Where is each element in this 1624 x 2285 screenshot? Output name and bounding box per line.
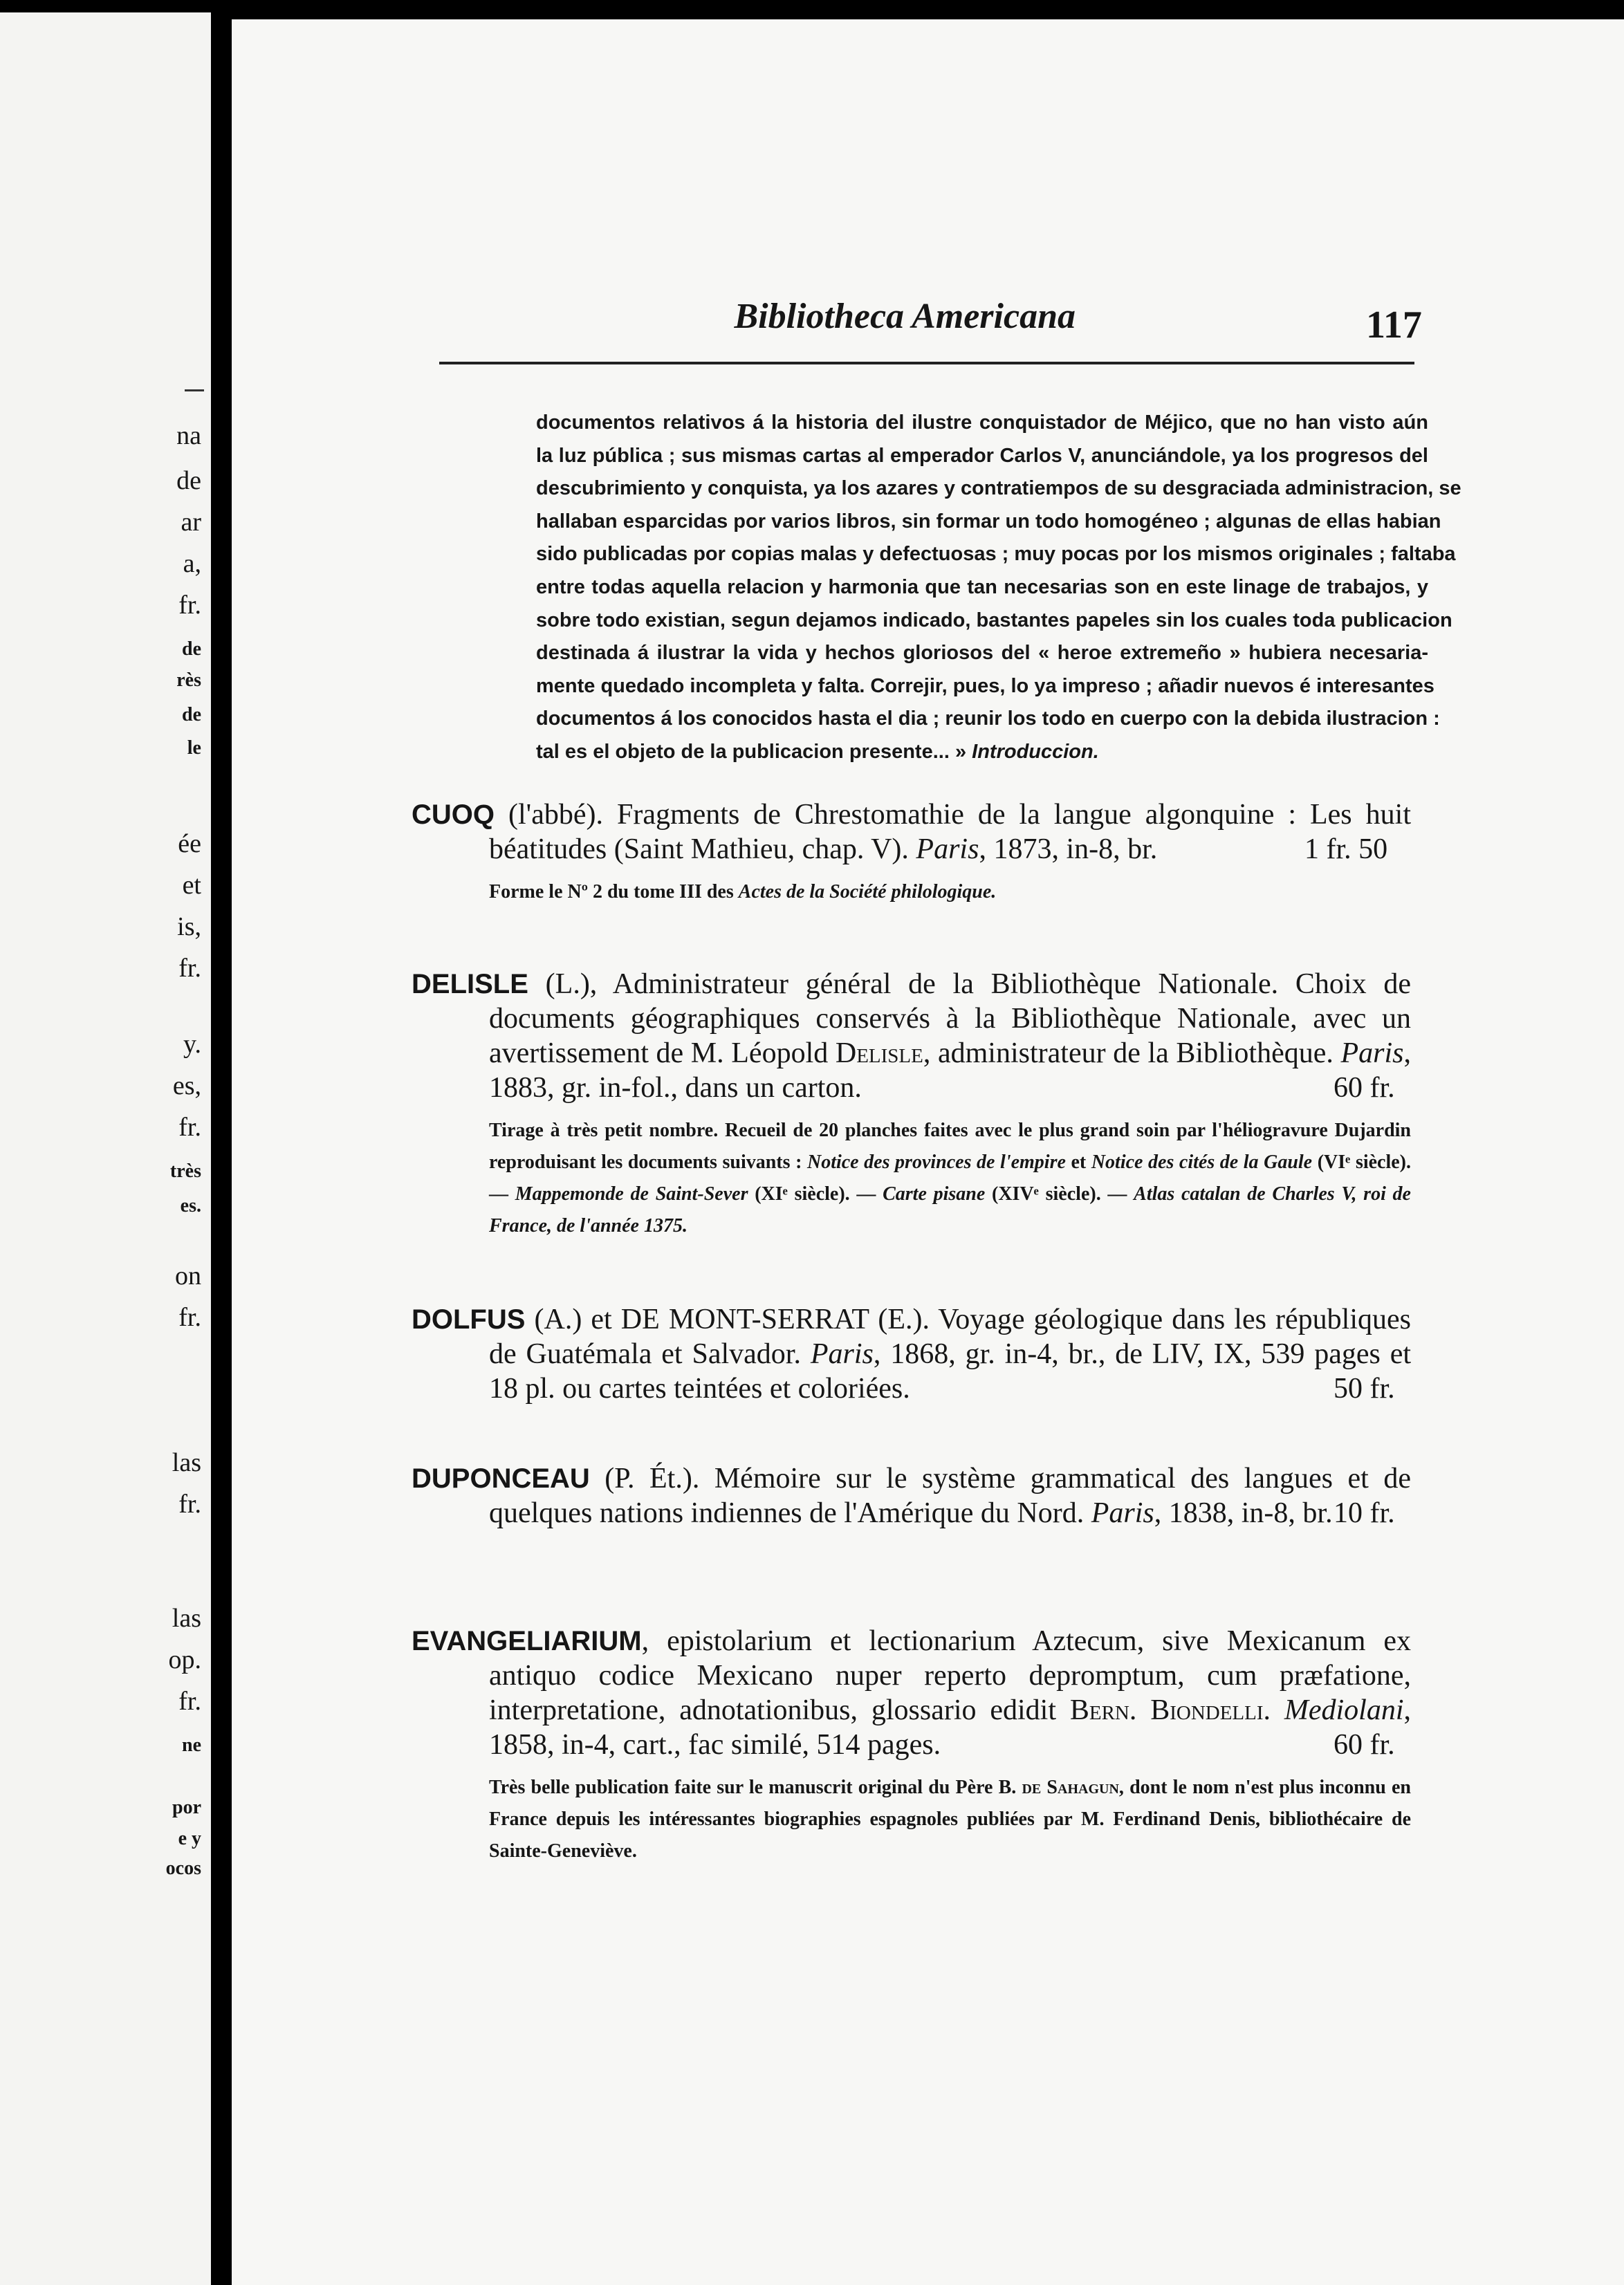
left-page-text-fragment: ar bbox=[181, 508, 201, 537]
left-page-text-fragment: las bbox=[172, 1604, 201, 1633]
entry-title: , epistolarium et lectionarium Aztecum, sive Mexicanum ex antiquo codice Mexicano nuper reperto depromptum, cum præfatione, interpretatione, adnotationibus, glossario edidit bbox=[489, 1625, 1411, 1726]
entry-author: CUOQ bbox=[412, 799, 495, 830]
entry-note bbox=[489, 876, 1411, 908]
entry-body: DELISLE (L.), Administrateur général de la Bibliothèque Nationale. Choix de documents géographiques conservés à la Bibliothèque Nationale, avec un avertissement de M. Léopold Delisle, administrateur de la Bibliothèque. Paris, 1883, gr. in-fol., dans un carton. 60 fr. bbox=[412, 968, 1412, 1104]
entry-name: Bern. Biondelli bbox=[1069, 1694, 1264, 1726]
entry-details: , 1838, in-8, br. bbox=[1154, 1497, 1333, 1529]
left-page-text-fragment: et bbox=[182, 871, 201, 900]
left-page-text-fragment: très bbox=[169, 1160, 201, 1182]
note-text: Très belle publication faite sur le manuscrit original du Père B. bbox=[489, 1777, 1022, 1798]
left-page-text-fragment: fr. bbox=[178, 954, 201, 983]
right-page bbox=[232, 19, 1624, 2285]
left-page-text-fragment: is, bbox=[177, 912, 201, 941]
left-page-text-fragment: ée bbox=[178, 829, 201, 858]
note-italic: Carte pisane bbox=[883, 1183, 986, 1205]
entry-place: Paris bbox=[1091, 1497, 1154, 1529]
note-text: et bbox=[1065, 1151, 1091, 1173]
header-rule bbox=[439, 362, 1414, 364]
entry-body bbox=[412, 797, 1411, 867]
entry-title: (L.), Administrateur général de la Bibliothèque Nationale. Choix de documents géographiques conservés à la Bibliothèque Nationale, avec un avertissement de M. Léopold bbox=[489, 968, 1411, 1069]
left-page-text-fragment: ocos bbox=[165, 1858, 201, 1879]
left-page-text-fragment: de bbox=[176, 466, 201, 495]
note-text: (VIᵉ siècle). — bbox=[489, 1151, 1412, 1205]
left-page-text-fragment: fr. bbox=[178, 1303, 201, 1332]
entry-title: (l'abbé). Fragments de Chrestomathie de la langue algonquine : Les huit béatitudes (Saint Mathieu, chap. V). bbox=[489, 799, 1411, 865]
intro-line: documentos á los conocidos hasta el dia ; reunir los todo en cuerpo con la debida ilustracion : bbox=[536, 707, 1440, 730]
entry-price: 1 fr. 50 bbox=[1304, 833, 1388, 865]
entry-body: DOLFUS (A.) et DE MONT-SERRAT (E.). Voyage géologique dans les républiques de Guatémala et Salvador. Paris, 1868, gr. in-4, br., de LIV, IX, 539 pages et 18 pl. ou cartes teintées et coloriées. 50 fr. bbox=[412, 1304, 1411, 1405]
entry-title-cont: , administrateur de la Bibliothèque. bbox=[923, 1037, 1341, 1069]
left-page-text-fragment: na bbox=[176, 421, 201, 450]
left-page-text-fragment: on bbox=[175, 1261, 201, 1290]
left-page-text-fragment: fr. bbox=[178, 591, 201, 620]
note-italic: Mappemonde de Saint-Sever bbox=[515, 1183, 748, 1205]
note-italic: Notice des cités de la Gaule bbox=[1091, 1151, 1313, 1173]
left-page-text-fragment: op. bbox=[168, 1645, 201, 1674]
intro-line: sido publicadas por copias malas y defectuosas ; muy pocas por los mismos originales ; faltaba bbox=[536, 543, 1456, 566]
left-page-text-fragment: de bbox=[182, 638, 201, 660]
left-page-fragment bbox=[0, 12, 211, 2285]
entry-place: Paris bbox=[810, 1338, 874, 1370]
left-page-text-fragment: y. bbox=[183, 1030, 201, 1059]
left-page-text-fragment: e y bbox=[178, 1828, 201, 1849]
entry-author: DELISLE bbox=[412, 969, 528, 999]
left-page-text-fragment: le bbox=[187, 737, 201, 759]
note-italic: Atlas catalan de Charles V, roi de France, de l'année 1375. bbox=[489, 1183, 1411, 1237]
intro-quote bbox=[536, 407, 1461, 769]
intro-line: hallaban esparcidas por varios libros, sin formar un todo homogéneo ; algunas de ellas habian bbox=[536, 510, 1441, 533]
entry-author: EVANGELIARIUM bbox=[412, 1626, 642, 1656]
intro-line: descubrimiento y conquista, ya los azares y contratiempos de su desgraciada administracion, se bbox=[536, 477, 1461, 500]
left-page-text-fragment: de bbox=[182, 704, 201, 725]
left-page-text-fragment: a, bbox=[183, 549, 201, 578]
left-page-text-fragment: es. bbox=[180, 1195, 201, 1216]
entry-cuoq bbox=[412, 797, 1411, 908]
intro-line: documentos relativos á la historia del ilustre conquistador de Méjico, que no han visto aún bbox=[536, 411, 1428, 434]
entry-name: Delisle bbox=[835, 1037, 923, 1069]
entry-details: , 1873, in-8, br. bbox=[979, 833, 1158, 865]
intro-line: entre todas aquella relacion y harmonia que tan necesarias son en este linage de trabajos, y bbox=[536, 575, 1428, 598]
intro-line: destinada á ilustrar la vida y hechos gloriosos del « heroe extremeño » hubiera necesaria- bbox=[536, 642, 1428, 665]
note-text: (XIᵉ siècle). — bbox=[748, 1183, 883, 1205]
entry-title-cont: . bbox=[1263, 1694, 1284, 1726]
page-number: 117 bbox=[1366, 304, 1422, 346]
left-page-text-fragment: rès bbox=[176, 669, 201, 691]
entry-details: , 1868, gr. in-4, br., de LIV, IX, 539 pages et 18 pl. ou cartes teintées et coloriées. bbox=[489, 1338, 1411, 1405]
note-text: , dont le nom n'est plus inconnu en France depuis les intéressantes biographies espagnoles publiées par M. Ferdinand Denis, bibliothécaire de Sainte-Geneviève. bbox=[489, 1777, 1412, 1862]
entry-author: DOLFUS bbox=[412, 1304, 526, 1335]
entry-note bbox=[489, 1772, 1411, 1867]
running-title: Bibliotheca Americana bbox=[734, 297, 1076, 336]
entry-place: Paris bbox=[916, 833, 979, 865]
left-page-text-fragment: ne bbox=[182, 1734, 201, 1756]
left-page-text-fragment: fr. bbox=[178, 1490, 201, 1519]
entry-place: Paris bbox=[1340, 1037, 1404, 1069]
intro-source: Introduccion. bbox=[972, 740, 1099, 763]
entry-dolfus bbox=[412, 1302, 1411, 1406]
intro-line: sobre todo existian, segun dejamos indicado, bastantes papeles sin los cuales toda publicacion bbox=[536, 609, 1452, 631]
left-page-text-fragment: las bbox=[172, 1448, 201, 1477]
entry-place: Mediolani bbox=[1284, 1694, 1404, 1726]
entry-note bbox=[489, 1115, 1411, 1242]
book-spine bbox=[211, 0, 232, 2285]
left-page-text-fragment: por bbox=[172, 1797, 201, 1818]
intro-line: la luz pública ; sus mismas cartas al emperador Carlos V, anunciándole, ya los progresos del bbox=[536, 444, 1428, 467]
left-page-text-fragment: fr. bbox=[178, 1687, 201, 1716]
entry-body: EVANGELIARIUM, epistolarium et lectionarium Aztecum, sive Mexicanum ex antiquo codice Mexicano nuper reperto depromptum, cum præfatione, interpretatione, adnotationibus, glossario edidit Bern. Biondelli. Mediolani, 1858, in-4, cart., fac similé, 514 pages. 60 fr. bbox=[412, 1625, 1411, 1761]
entry-author: DUPONCEAU bbox=[412, 1463, 590, 1494]
entry-title: (P. Ét.). Mémoire sur le système grammatical des langues et de quelques nations indiennes de l'Amérique du Nord. bbox=[489, 1463, 1411, 1529]
note-text: Tirage à très petit nombre. Recueil de 20 planches faites avec le plus grand soin par l'héliogravure Dujardin reproduisant les documents suivants : bbox=[489, 1120, 1411, 1173]
note-text: (XIVᵉ siècle). — bbox=[985, 1183, 1134, 1205]
left-page-dash bbox=[185, 389, 204, 391]
left-page-text-fragment: fr. bbox=[178, 1113, 201, 1142]
entry-duponceau bbox=[412, 1461, 1411, 1530]
note-italic: Notice des provinces de l'empire bbox=[806, 1151, 1066, 1173]
note-italic: Actes de la Société philologique. bbox=[738, 881, 997, 903]
note-text: Forme le Nº 2 du tome III des bbox=[489, 881, 739, 903]
entry-delisle bbox=[412, 967, 1411, 1242]
intro-line: mente quedado incompleta y falta. Correjir, pues, lo ya impreso ; añadir nuevos é interesantes bbox=[536, 674, 1434, 697]
entry-body: DUPONCEAU (P. Ét.). Mémoire sur le système grammatical des langues et de quelques nations indiennes de l'Amérique du Nord. Paris, 1838, in-8, br. 10 fr. bbox=[412, 1463, 1411, 1529]
entry-details: , 1883, gr. in-fol., dans un carton. bbox=[489, 1037, 1412, 1104]
intro-line-text: tal es el objeto de la publicacion presente... » bbox=[536, 740, 972, 763]
note-name: de Sahagun bbox=[1022, 1777, 1119, 1798]
entry-title: (A.) et DE MONT-SERRAT (E.). Voyage géologique dans les républiques de Guatémala et Salvador. bbox=[489, 1304, 1411, 1370]
entry-evangeliarium bbox=[412, 1624, 1411, 1867]
entry-details: , 1858, in-4, cart., fac similé, 514 pages. bbox=[489, 1694, 1411, 1761]
left-page-text-fragment: es, bbox=[172, 1071, 201, 1100]
intro-line bbox=[536, 736, 1428, 769]
